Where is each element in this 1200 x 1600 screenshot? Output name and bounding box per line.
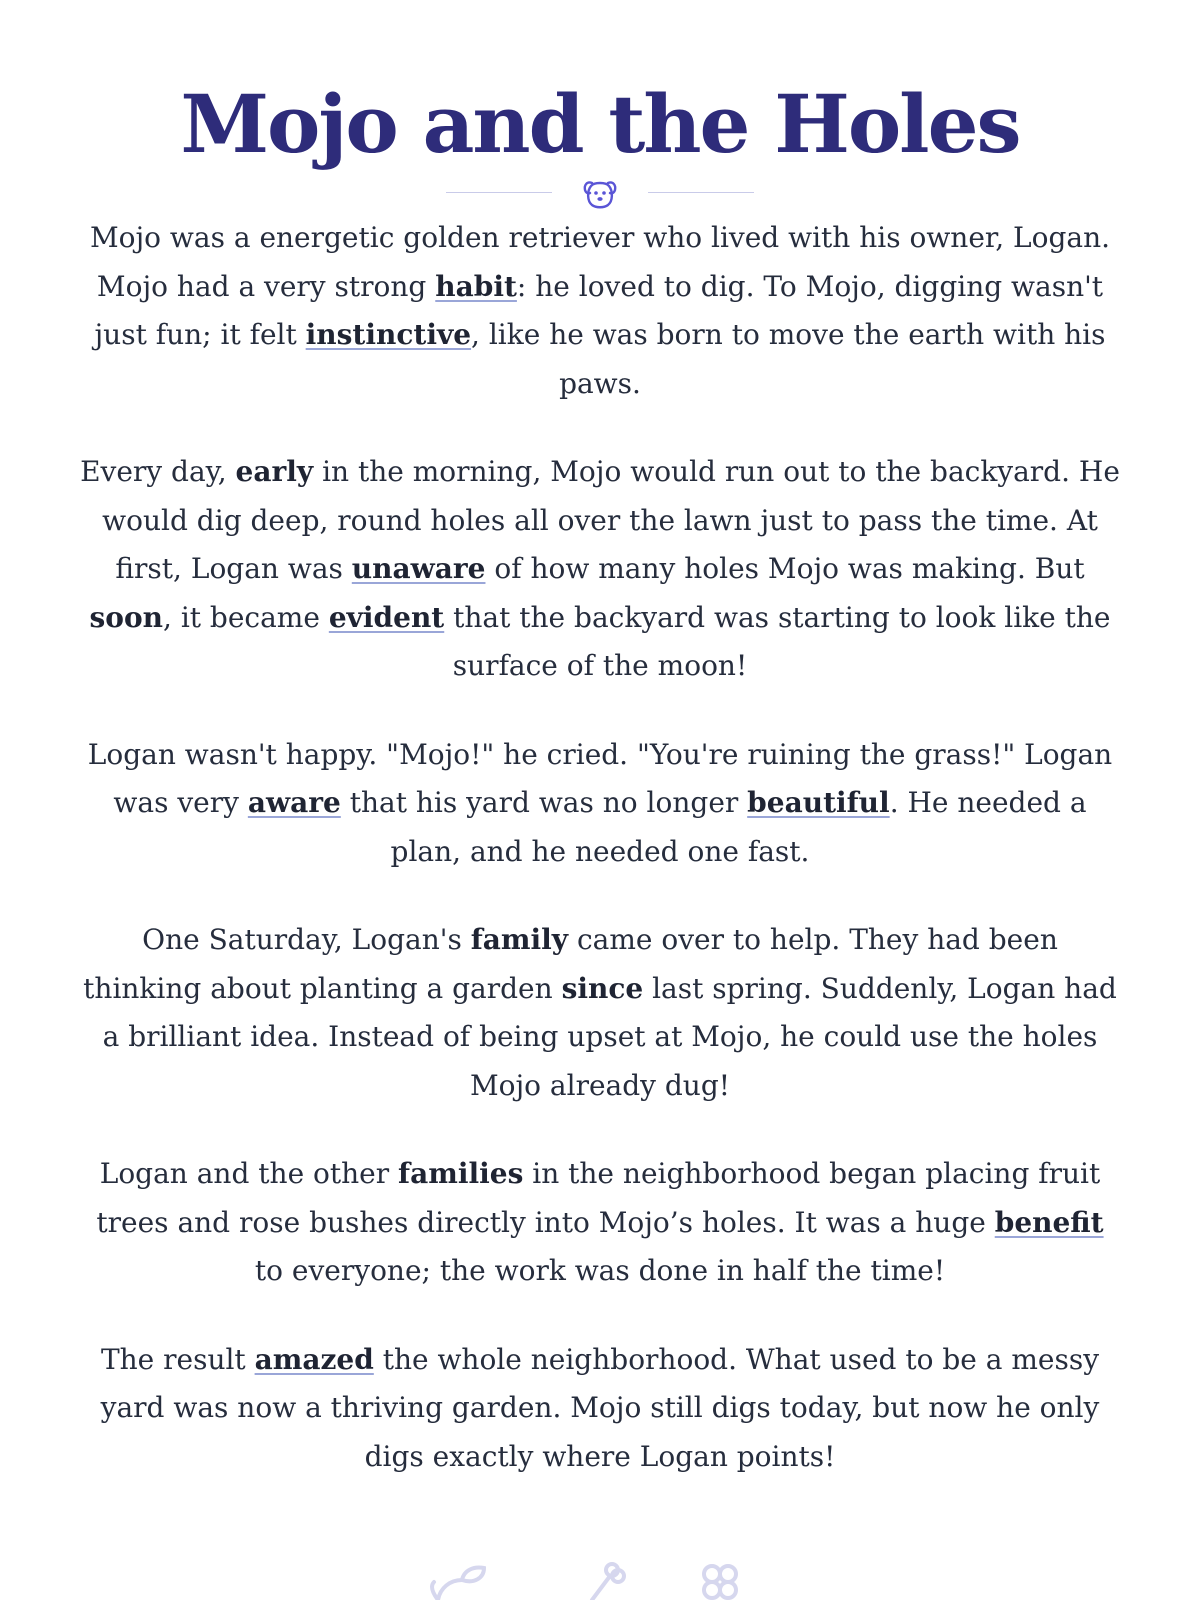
paragraph-text: Every day, — [80, 455, 236, 488]
story-page — [80, 0, 1120, 1600]
story-paragraph — [80, 1336, 1120, 1482]
paragraph-text: of how many holes Mojo was making. But — [485, 552, 1085, 585]
paragraph-text: in the morning, Mojo would run out to the backyard. He would dig deep, round holes all over the lawn just to pass the time. At first, Logan was — [102, 455, 1120, 585]
vocab-word: early — [235, 455, 314, 488]
flower-icon — [692, 1560, 748, 1600]
paragraph-text: , it became — [163, 600, 329, 634]
story-paragraph — [80, 1150, 1120, 1296]
bone-icon — [580, 1560, 630, 1600]
divider-line-left — [446, 192, 552, 193]
vocab-word-underlined: amazed — [254, 1342, 374, 1376]
paragraph-text: to everyone; the work was done in half the time! — [254, 1254, 946, 1287]
story-paragraph — [80, 214, 1120, 408]
page-title: Mojo and the Holes — [180, 77, 1020, 171]
vocab-word: soon — [89, 600, 164, 634]
vocab-word-underlined: instinctive — [305, 318, 472, 351]
vocab-word: families — [398, 1157, 524, 1190]
paragraph-text: Logan and the other — [99, 1157, 399, 1190]
paragraph-text: The result — [100, 1342, 255, 1376]
vocab-word-underlined: aware — [247, 786, 341, 819]
paragraph-text: Logan wasn't happy. "Mojo!" he cried. "You're ruining the grass!" Logan was very — [87, 737, 1113, 819]
vocab-word: family — [470, 923, 569, 956]
dog-face-icon — [581, 174, 619, 212]
paragraph-text: came over to help. They had been thinking about planting a garden — [83, 923, 1058, 1005]
story-paragraph — [80, 731, 1120, 877]
vocab-word-underlined: habit — [435, 269, 517, 303]
story-paragraph — [80, 916, 1120, 1110]
paragraph-text: , like he was born to move the earth with his paws. — [471, 318, 1106, 400]
story-body — [80, 214, 1120, 1521]
paragraph-text: last spring. Suddenly, Logan had a brilliant idea. Instead of being upset at Mojo, he could use the holes Mojo already dug! — [102, 971, 1117, 1102]
paragraph-text: in the neighborhood began placing fruit trees and rose bushes directly into Mojo’s holes. It was a huge — [96, 1157, 1101, 1239]
paragraph-text: the whole neighborhood. What used to be a messy yard was now a thriving garden. Mojo still digs today, but now he only digs exactly where Logan points! — [100, 1342, 1100, 1473]
vocab-word-underlined: benefit — [994, 1205, 1104, 1239]
vocab-word-underlined: unaware — [351, 552, 486, 585]
paragraph-text: that his yard was no longer — [340, 786, 748, 819]
sprout-icon — [428, 1560, 498, 1600]
vocab-word-underlined: evident — [328, 600, 445, 634]
title-divider — [80, 172, 1120, 214]
paragraph-text: Mojo was a energetic golden retriever who lived with his owner, Logan. Mojo had a very strong — [89, 221, 1111, 303]
paragraph-text: that the backyard was starting to look like the surface of the moon! — [444, 600, 1111, 682]
story-paragraph — [80, 448, 1120, 691]
vocab-word-underlined: beautiful — [747, 786, 890, 819]
divider-line-right — [648, 192, 754, 193]
paragraph-text: : he loved to dig. To Mojo, digging wasn't just fun; it felt — [94, 269, 1104, 351]
vocab-word: since — [561, 971, 644, 1005]
paragraph-text: One Saturday, Logan's — [142, 923, 471, 956]
footer-decorations — [80, 1560, 1120, 1600]
paragraph-text: . He needed a plan, and he needed one fast. — [390, 786, 1087, 868]
